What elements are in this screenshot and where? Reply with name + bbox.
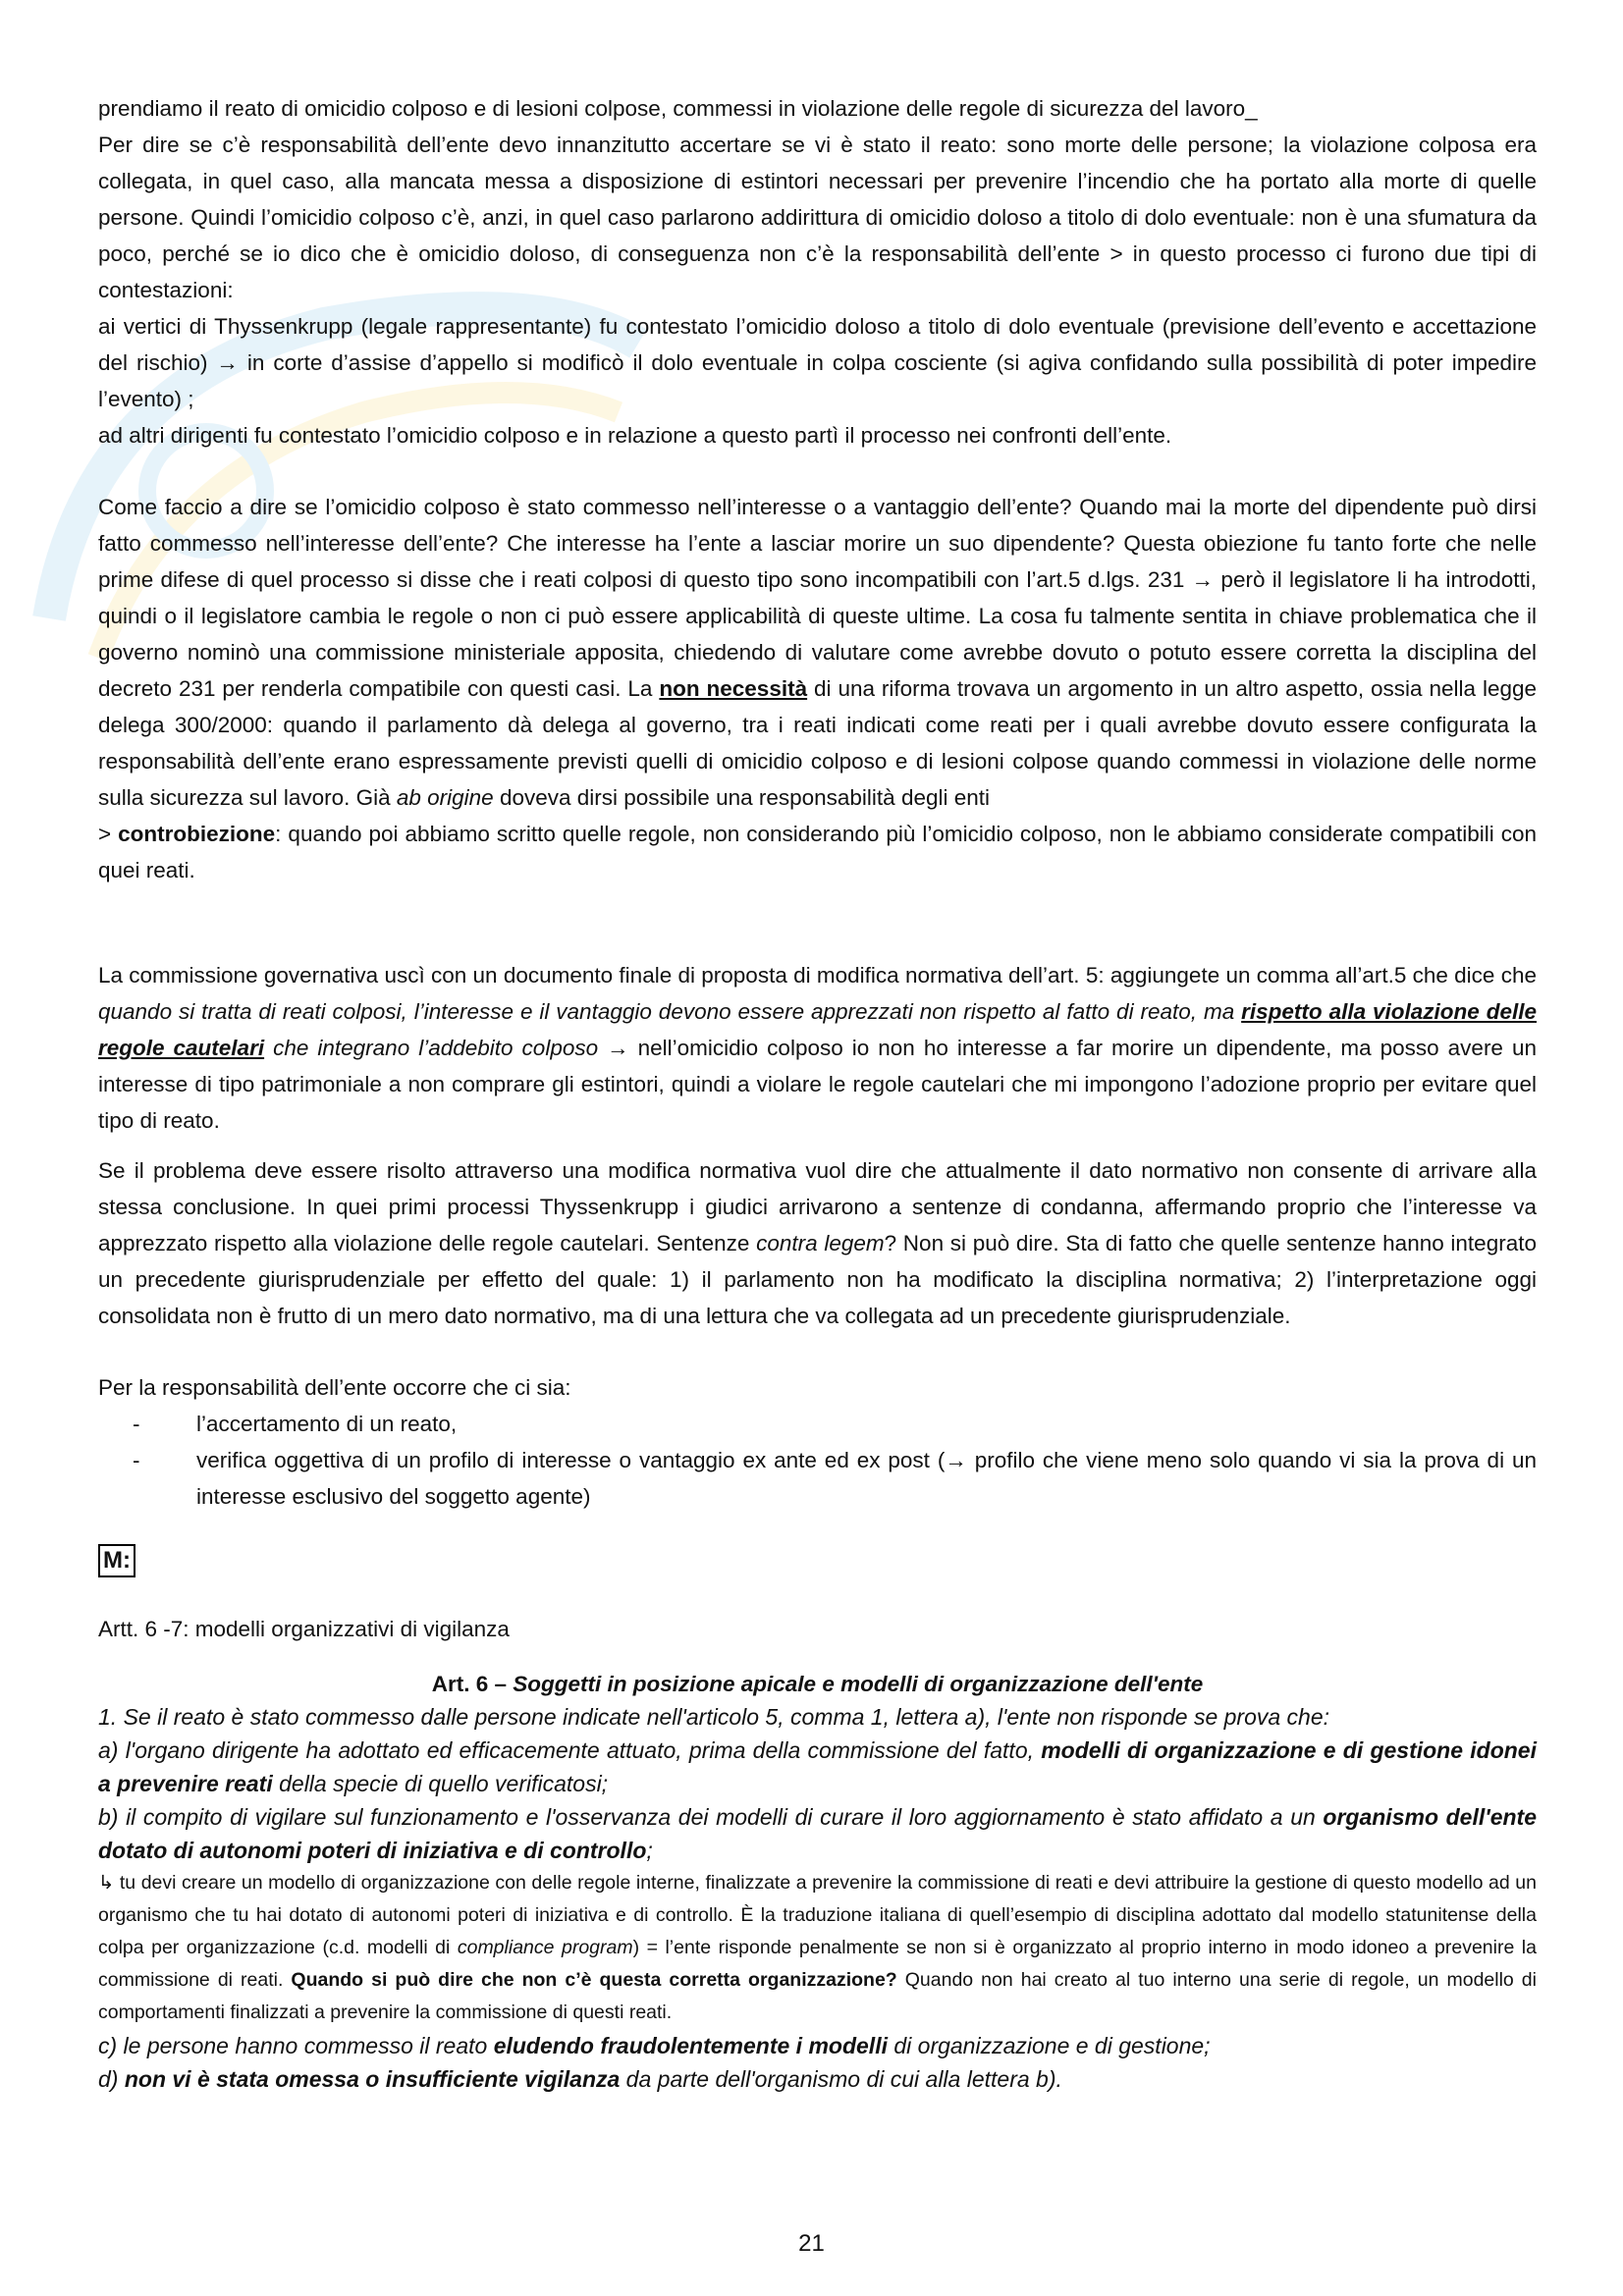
art6-lettera-a: a) l'organo dirigente ha adottato ed efficacemente attuato, prima della commissione del fatto, modelli di organizzazione e di gestione idonei a prevenire reati della specie di quello verificatosi;: [98, 1737, 1537, 1796]
paragraph-modifica-normativa: Se il problema deve essere risolto attraverso una modifica normativa vuol dire che attualmente il dato normativo non consente di arrivare alla stessa conclusione. In quei primi processi Thyssenkrupp i giudici arrivarono a sentenze di condanna, affermando proprio che l’interesse va apprezzato rispetto alla violazione delle regole cautelari. Sentenze contra legem? Non si può dire. Sta di fatto che quelle sentenze hanno integrato un precedente giurisprudenziale per effetto del quale: 1) il parlamento non ha modificato la disciplina normativa; 2) l’interpretazione oggi consolidata non è frutto di un mero dato normativo, ma di una lettura che va collegata ad un precedente giurisprudenziale.: [98, 1158, 1537, 1328]
paragraph-vertici: ai vertici di Thyssenkrupp (legale rappresentante) fu contestato l’omicidio doloso a titolo di dolo eventuale (previsione dell’evento e accettazione del rischio) → in corte d’assise d’appello si modificò il dolo eventuale in colpa cosciente (si agiva confidando sulla possibilità di poter impedire l’evento) ;: [98, 314, 1537, 411]
m-label-box: M:: [98, 1544, 135, 1577]
document-page: [98, 90, 1537, 2096]
requisiti-list: [98, 1406, 1537, 1515]
art6-lettera-d: d) non vi è stata omessa o insufficiente vigilanza da parte dell'organismo di cui alla lettera b).: [98, 2066, 1062, 2092]
paragraph-responsabilita: Per dire se c’è responsabilità dell’ente devo innanzitutto accertare se vi è stato il reato: sono morte delle persone; la violazione colposa era collegata, in quel caso, alla mancata messa a disposizione di estintori necessari per prevenire l’incendio che ha portato alla morte di quelle persone. Quindi l’omicidio colposo c’è, anzi, in quel caso parlarono addirittura di omicidio doloso a titolo di dolo eventuale: non è una sfumatura da poco, perché se io dico che è omicidio doloso, di conseguenza non c’è la responsabilità dell’ente > in questo processo ci furono due tipi di contestazioni:: [98, 133, 1537, 302]
paragraph-requisiti-intro: Per la responsabilità dell’ente occorre che ci sia:: [98, 1375, 571, 1400]
art6-commento: ↳ tu devi creare un modello di organizzazione con delle regole interne, finalizzate a prevenire la commissione di reati e devi attribuire la gestione di questo modello ad un organismo che tu hai dotato di autonomi poteri di iniziativa e di controllo. È la traduzione italiana di quell’esempio di disciplina adottato dal modello statunitense della colpa per organizzazione (c.d. modelli di compliance program) = l’ente risponde penalmente se non si è organizzato al proprio interno in modo idoneo a prevenire la commissione di reati. Quando si può dire che non c’è questa corretta organizzazione? Quando non hai creato al tuo interno una serie di regole, un modello di comportamenti finalizzati a prevenire la commissione di questi reati.: [98, 1872, 1537, 2023]
art6-title: Art. 6 – Soggetti in posizione apicale e modelli di organizzazione dell'ente: [431, 1672, 1204, 1696]
paragraph-intro: prendiamo il reato di omicidio colposo e di lesioni colpose, commessi in violazione delle regole di sicurezza del lavoro_: [98, 96, 1258, 121]
list-item: - verifica oggettiva di un profilo di interesse o vantaggio ex ante ed ex post (→ profilo che viene meno solo quando vi sia la prova di un interesse esclusivo del soggetto agente): [133, 1448, 1537, 1509]
art6-comma-1: 1. Se il reato è stato commesso dalle persone indicate nell'articolo 5, comma 1, lettera a), l'ente non risponde se prova che:: [98, 1704, 1330, 1730]
paragraph-commissione: La commissione governativa uscì con un documento finale di proposta di modifica normativa dell’art. 5: aggiungete un comma all’art.5 che dice che quando si tratta di reati colposi, l’interesse e il vantaggio devono essere apprezzati non rispetto al fatto di reato, ma rispetto alla violazione delle regole cautelari che integrano l’addebito colposo → nell’omicidio colposo io non ho interesse a far morire un dipendente, ma posso avere un interesse di tipo patrimoniale a non comprare gli estintori, quindi a violare le regole cautelari che mi impongono l’adozione proprio per evitare quel tipo di reato.: [98, 963, 1537, 1133]
art6-lettera-c: c) le persone hanno commesso il reato eludendo fraudolentemente i modelli di organizzazione e di gestione;: [98, 2033, 1211, 2058]
art6-lettera-b: b) il compito di vigilare sul funzionamento e l'osservanza dei modelli di curare il loro aggiornamento è stato affidato a un organismo dell'ente dotato di autonomi poteri di iniziativa e di controllo;: [98, 1804, 1537, 1863]
paragraph-dirigenti: ad altri dirigenti fu contestato l’omicidio colposo e in relazione a questo partì il processo nei confronti dell’ente.: [98, 423, 1172, 448]
artt-heading: Artt. 6 -7: modelli organizzativi di vigilanza: [98, 1617, 510, 1641]
paragraph-interesse: Come faccio a dire se l’omicidio colposo è stato commesso nell’interesse o a vantaggio dell’ente? Quando mai la morte del dipendente può dirsi fatto commesso nell’interesse dell’ente? Che interesse ha l’ente a lasciar morire un suo dipendente? Questa obiezione fu tanto forte che nelle prime difese di quel processo si disse che i reati colposi di questo tipo sono incompatibili con l’art.5 d.lgs. 231 → però il legislatore li ha introdotti, quindi o il legislatore cambia le regole o non ci può essere applicabilità di queste ultime. La cosa fu talmente sentita in chiave problematica che il governo nominò una commissione ministeriale apposita, chiedendo di valutare come avrebbe dovuto o potuto essere corretta la disciplina del decreto 231 per renderla compatibile con questi casi. La non necessità di una riforma trovava un argomento in un altro aspetto, ossia nella legge delega 300/2000: quando il parlamento dà delega al governo, tra i reati indicati come reati per i quali avrebbe dovuto essere configurata la responsabilità dell’ente erano espressamente previsti quelli di omicidio colposo e di lesioni colpose quando commessi in violazione delle norme sulla sicurezza sul lavoro. Già ab origine doveva dirsi possibile una responsabilità degli enti > controbiezione: quando poi abbiamo scritto quelle regole, non considerando più l’omicidio colposo, non le abbiamo considerate compatibili con quei reati.: [98, 495, 1538, 882]
page-number: 21: [798, 2230, 825, 2257]
list-item: - l’accertamento di un reato,: [133, 1412, 458, 1436]
